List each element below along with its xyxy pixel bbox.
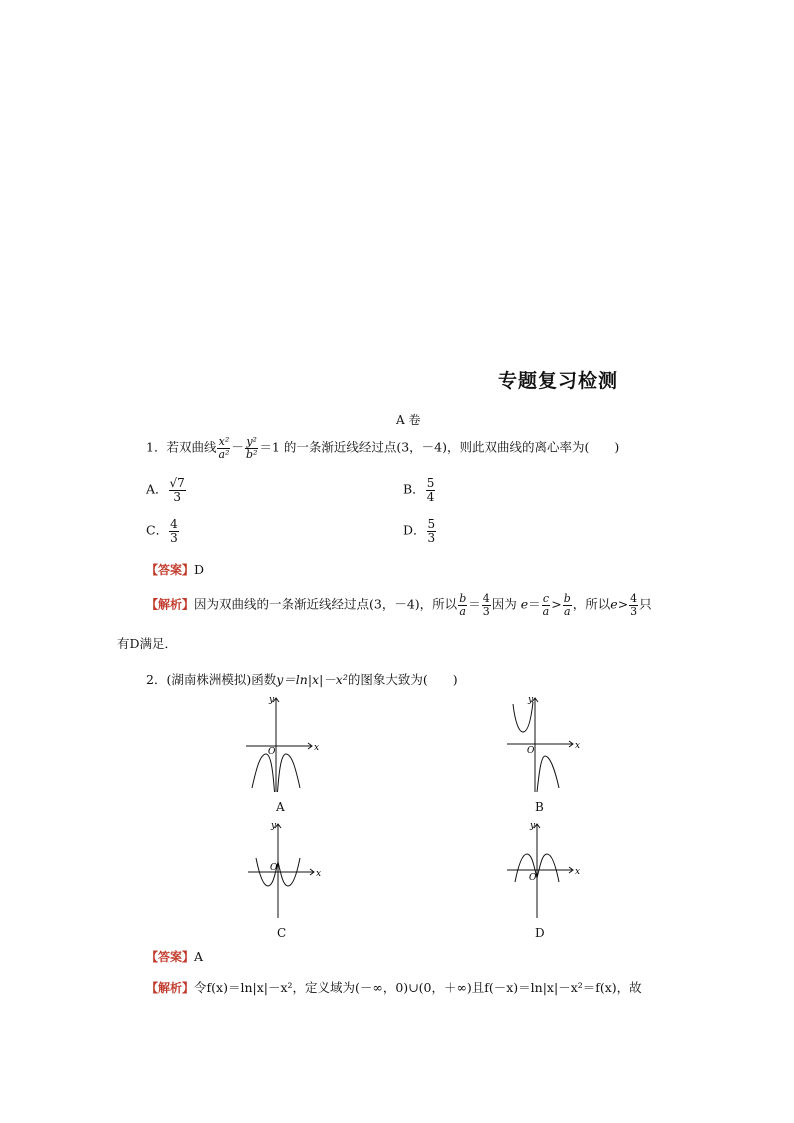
graph-b-caption: B bbox=[535, 800, 544, 814]
graph-a bbox=[238, 692, 322, 796]
q1-analysis-line2: 有D满足． bbox=[117, 636, 178, 651]
q1-frac-4-3: $\frac{4}{3}$ bbox=[482, 592, 490, 618]
q1-option-b-label: B． bbox=[403, 481, 425, 497]
q1-frac-y-den: b² bbox=[245, 447, 258, 461]
q1-option-c-label: C． bbox=[146, 522, 169, 538]
graph-d-x-label: x bbox=[575, 867, 581, 877]
q2-answer-value: A bbox=[194, 949, 204, 964]
graph-b bbox=[499, 692, 583, 796]
q1-option-c-den: 3 bbox=[170, 530, 178, 545]
q1-option-a-num: √7 bbox=[169, 476, 185, 490]
q1-option-c-frac bbox=[169, 518, 179, 544]
graph-b-origin: O bbox=[527, 746, 535, 756]
q1-frac-4-3-2: $\frac{4}{3}$ bbox=[630, 592, 638, 618]
q1-option-b-den: 4 bbox=[426, 489, 435, 504]
graph-c-caption: C bbox=[277, 926, 287, 940]
q1-frac-c-a: $\frac{c}{a}$ bbox=[542, 592, 550, 618]
q1-fraction-x bbox=[217, 436, 230, 460]
graph-c-origin: O bbox=[270, 863, 278, 873]
q1-answer bbox=[146, 561, 204, 578]
q1-frac-x-den: a² bbox=[218, 447, 230, 461]
graph-d-caption: D bbox=[535, 926, 545, 940]
graph-d-origin: O bbox=[529, 873, 537, 883]
q1-frac-y-num: y² bbox=[246, 435, 257, 448]
q1-option-d-den: 3 bbox=[427, 530, 436, 545]
q1-analysis-d: 只 bbox=[639, 596, 652, 612]
paper-label: A 卷 bbox=[396, 413, 421, 427]
q2-answer-tag: 【答案】 bbox=[146, 950, 195, 964]
q1-analysis-c: ，所以 bbox=[572, 596, 611, 612]
graph-b-x-label: x bbox=[575, 741, 581, 751]
q2-answer bbox=[146, 948, 203, 965]
q2-analysis-text: 令f(x)＝ln|x|－x²，定义域为(－∞，0)∪(0，＋∞)且f(－x)＝ln|x|－x²＝f(x)，故 bbox=[194, 980, 642, 995]
q2-analysis-tag: 【解析】 bbox=[146, 981, 195, 995]
graph-a-curve-right bbox=[278, 754, 301, 792]
graph-c-y-label: y bbox=[271, 821, 277, 831]
q1-analysis: 【解析】因为双曲线的一条渐近线经过点(3，－4)，所以 $\frac{b}{a}$ ＝ $\frac{4}{3}$ 因为 e＝ $\frac{c}{a}$ > $\frac{b}{a}$ ，所以e> $\frac{4}{3}$ 只 bbox=[146, 592, 652, 618]
q1-answer-value: D bbox=[194, 562, 205, 577]
q1-suffix: ＝1 的一条渐近线经过点(3，－4)，则此双曲线的离心率为( ) bbox=[259, 439, 620, 455]
graph-d-y-label: y bbox=[530, 821, 536, 831]
graph-c bbox=[240, 818, 324, 922]
q1-option-a-frac bbox=[169, 477, 186, 503]
graph-b-y-label: y bbox=[528, 695, 534, 705]
q1-analysis-tag: 【解析】 bbox=[146, 597, 195, 612]
graph-a-curve-left bbox=[252, 754, 275, 792]
q2-function: y＝ln|x|－x² bbox=[276, 672, 348, 687]
graph-a-x-label: x bbox=[314, 743, 320, 753]
q1-option-a-label: A． bbox=[146, 481, 168, 497]
question-1 bbox=[146, 436, 619, 460]
graph-c-x-label: x bbox=[316, 869, 322, 879]
q1-option-b bbox=[403, 477, 436, 503]
q1-frac-x-num: x² bbox=[218, 435, 230, 448]
graph-a-y-label: y bbox=[269, 695, 275, 705]
q1-analysis-b: 因为 bbox=[491, 596, 517, 612]
q1-option-c-num: 4 bbox=[170, 517, 178, 531]
q1-option-b-frac bbox=[426, 477, 436, 503]
q1-option-d bbox=[403, 518, 437, 544]
question-2 bbox=[146, 670, 458, 688]
q1-fraction-y bbox=[245, 436, 258, 460]
q2-suffix: 的图象大致为( ) bbox=[347, 672, 458, 687]
graph-a-origin: O bbox=[268, 747, 276, 757]
graph-a-caption: A bbox=[276, 800, 285, 814]
graph-b-curve-left bbox=[513, 702, 533, 732]
page-title: 专题复习检测 bbox=[498, 370, 619, 392]
q2-analysis bbox=[146, 978, 642, 996]
q1-frac-b-a: $\frac{b}{a}$ bbox=[459, 592, 467, 618]
q1-option-a-den: 3 bbox=[173, 489, 181, 504]
q1-option-d-num: 5 bbox=[427, 517, 436, 531]
q1-frac-b-a-2: $\frac{b}{a}$ bbox=[563, 592, 571, 618]
q1-option-b-num: 5 bbox=[426, 476, 435, 490]
q1-prefix: 1．若双曲线 bbox=[146, 439, 217, 455]
q1-option-c bbox=[146, 518, 180, 544]
graph-b-curve-right bbox=[537, 756, 559, 792]
q1-minus: － bbox=[231, 439, 244, 455]
q1-option-a bbox=[146, 477, 187, 503]
q2-prefix: 2．(湖南株洲模拟)函数 bbox=[146, 672, 277, 687]
q1-analysis-a: 因为双曲线的一条渐近线经过点(3，－4)，所以 bbox=[194, 596, 458, 612]
q1-option-d-frac bbox=[427, 518, 437, 544]
q1-answer-tag: 【答案】 bbox=[146, 563, 195, 577]
graph-d bbox=[499, 818, 583, 922]
q1-option-d-label: D． bbox=[403, 522, 426, 538]
